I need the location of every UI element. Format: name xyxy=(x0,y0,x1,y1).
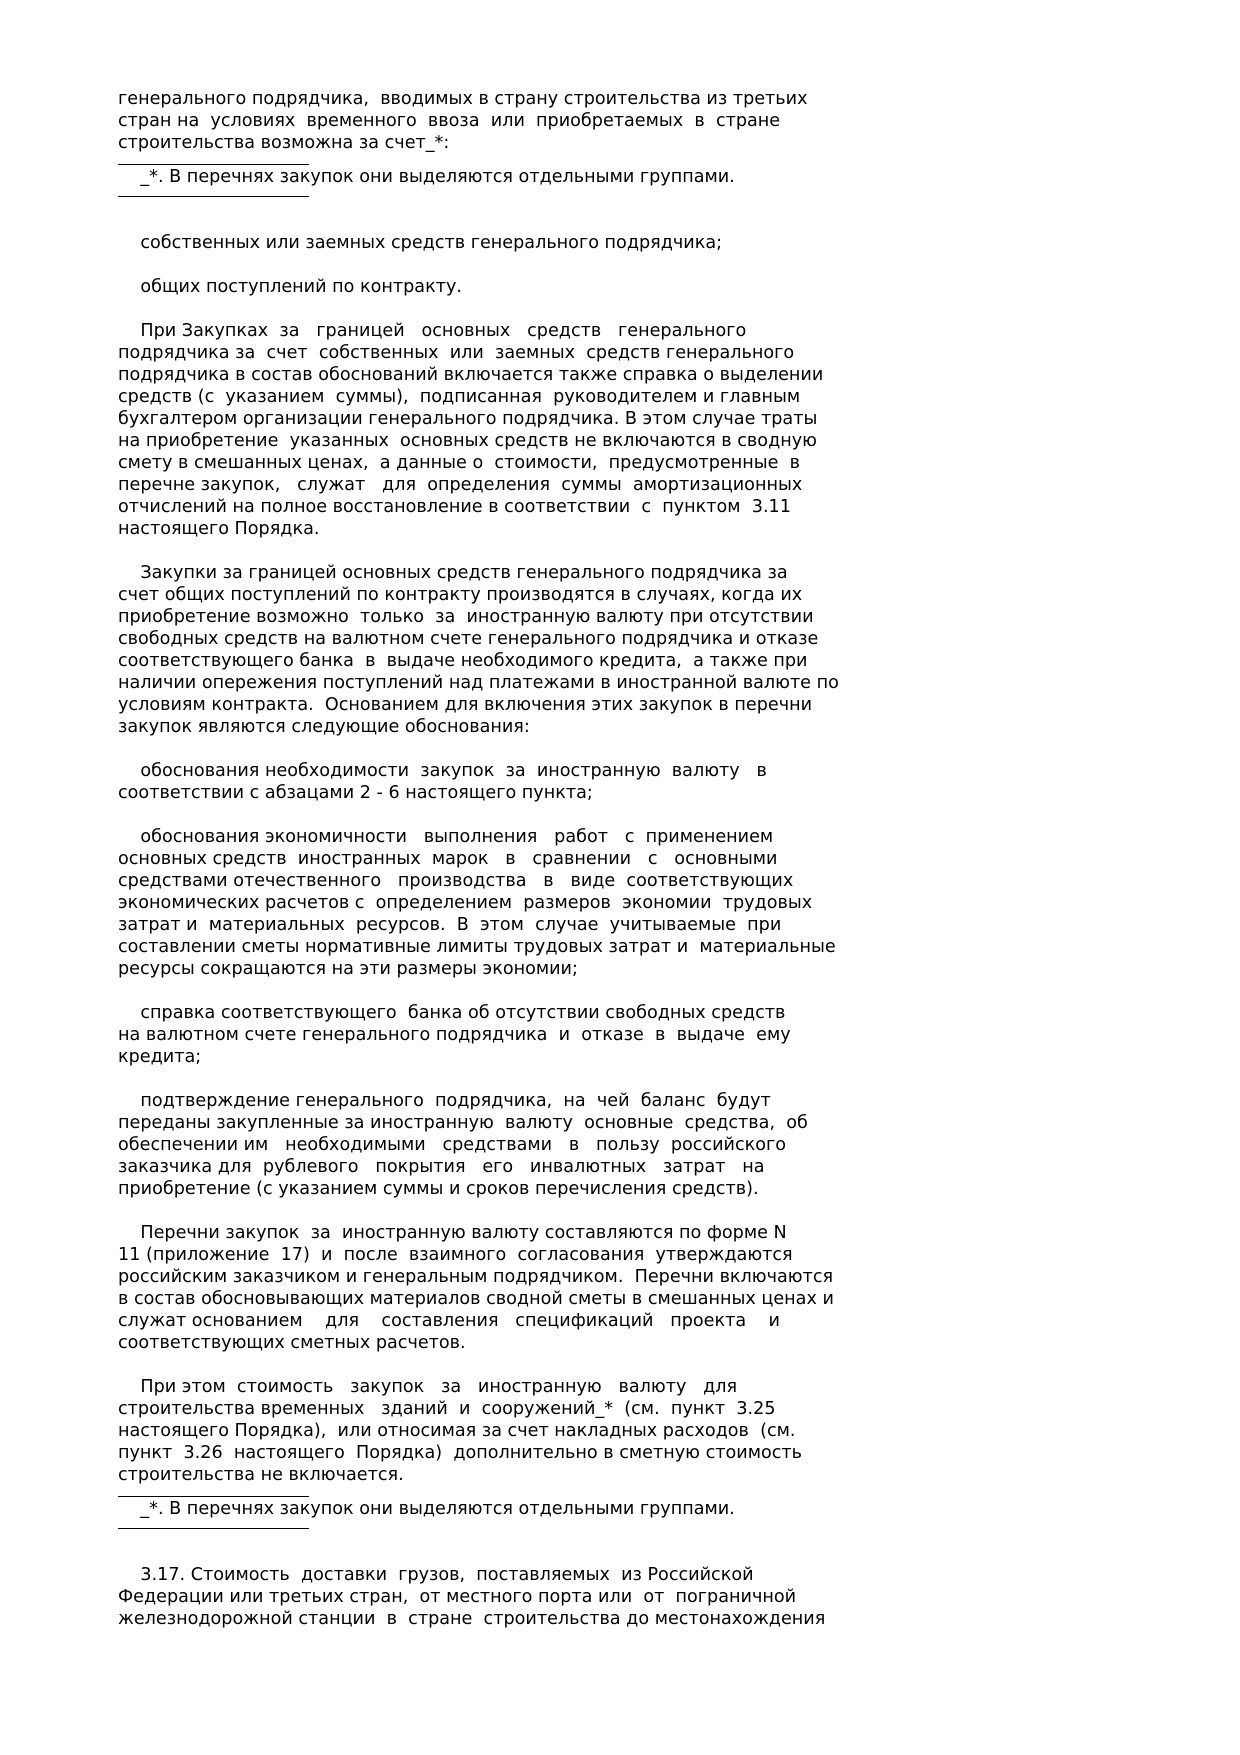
text-line: в состав обосновывающих материалов сводной сметы в смешанных ценах и xyxy=(118,1289,834,1309)
paragraph-section-3-17 xyxy=(118,1564,918,1630)
spacer xyxy=(118,298,918,320)
text-line: подрядчика в состав обоснований включается также справка о выделении xyxy=(118,365,824,385)
text-line: генерального подрядчика, вводимых в страну строительства из третьих xyxy=(118,89,808,109)
text-line: Федерации или третьих стран, от местного порта или от пограничной xyxy=(118,1587,797,1607)
text-line: условиям контракта. Основанием для включения этих закупок в перечни xyxy=(118,695,813,715)
text-line: подрядчика за счет собственных или заемных средств генерального xyxy=(118,343,795,363)
footnote-rule-bottom xyxy=(118,196,309,197)
text-line: Перечни закупок за иностранную валюту составляются по форме N xyxy=(118,1223,787,1243)
spacer xyxy=(118,804,918,826)
text-line: на валютном счете генерального подрядчика и отказе в выдаче ему xyxy=(118,1025,791,1045)
spacer xyxy=(118,1542,918,1564)
text-line: При этом стоимость закупок за иностранную валюту для xyxy=(118,1377,738,1397)
spacer xyxy=(118,540,918,562)
text-line: переданы закупленные за иностранную валюту основные средства, об xyxy=(118,1113,808,1133)
text-line: отчислений на полное восстановление в соответствии с пунктом 3.11 xyxy=(118,497,791,517)
text-line: стран на условиях временного ввоза или приобретаемых в стране xyxy=(118,111,781,131)
footnote-rule-top xyxy=(118,164,309,165)
paragraph-bank-certificate xyxy=(118,1002,918,1068)
text-line: кредита; xyxy=(118,1047,202,1067)
paragraph-temporary-buildings xyxy=(118,1376,918,1486)
text-line: подтверждение генерального подрядчика, на чей баланс будут xyxy=(118,1091,771,1111)
spacer xyxy=(118,1354,918,1376)
footnote-rule-bottom xyxy=(118,1528,309,1529)
paragraph-justification-necessity xyxy=(118,760,918,804)
text-line: соответствующих сметных расчетов. xyxy=(118,1333,466,1353)
text-line: служат основанием для составления спецификаций проекта и xyxy=(118,1311,780,1331)
text-line: наличии опережения поступлений над платежами в иностранной валюте по xyxy=(118,673,839,693)
text-line: приобретение (с указанием суммы и сроков перечисления средств). xyxy=(118,1179,759,1199)
text-line: смету в смешанных ценах, а данные о стоимости, предусмотренные в xyxy=(118,453,800,473)
document-page xyxy=(118,88,918,1630)
paragraph-abroad-general-receipts xyxy=(118,562,918,738)
paragraph-lists-form xyxy=(118,1222,918,1354)
text-line: свободных средств на валютном счете генерального подрядчика и отказе xyxy=(118,629,819,649)
text-line: обоснования необходимости закупок за иностранную валюту в xyxy=(118,761,767,781)
paragraph-intro xyxy=(118,88,918,154)
text-line: пункт 3.26 настоящего Порядка) дополнительно в сметную стоимость xyxy=(118,1443,803,1463)
text-line: экономических расчетов с определением размеров экономии трудовых xyxy=(118,893,813,913)
spacer xyxy=(118,254,918,276)
text-line: на приобретение указанных основных средств не включаются в сводную xyxy=(118,431,817,451)
text-line: 3.17. Стоимость доставки грузов, поставляемых из Российской xyxy=(118,1565,754,1585)
text-line: 11 (приложение 17) и после взаимного согласования утверждаются xyxy=(118,1245,793,1265)
text-line: перечне закупок, служат для определения суммы амортизационных xyxy=(118,475,803,495)
text-line: средств (с указанием суммы), подписанная руководителем и главным xyxy=(118,387,801,407)
paragraph-abroad-own-funds xyxy=(118,320,918,540)
text-line: строительства не включается. xyxy=(118,1465,404,1485)
text-line: заказчика для рублевого покрытия его инвалютных затрат на xyxy=(118,1157,765,1177)
list-item-own-funds: собственных или заемных средств генерального подрядчика; xyxy=(118,233,723,253)
text-line: строительства временных зданий и сооружений_* (см. пункт 3.25 xyxy=(118,1399,776,1419)
text-line: затрат и материальных ресурсов. В этом случае учитываемые при xyxy=(118,915,782,935)
list-item-general-receipts: общих поступлений по контракту. xyxy=(118,277,462,297)
text-line: закупок являются следующие обоснования: xyxy=(118,717,530,737)
text-line: ресурсы сокращаются на эти размеры экономии; xyxy=(118,959,578,979)
footnote-text: _*. В перечнях закупок они выделяются отдельными группами. xyxy=(118,1499,735,1519)
text-line: счет общих поступлений по контракту производятся в случаях, когда их xyxy=(118,585,803,605)
text-line: обеспечении им необходимыми средствами в пользу российского xyxy=(118,1135,787,1155)
paragraph-confirmation xyxy=(118,1090,918,1200)
text-line: приобретение возможно только за иностранную валюту при отсутствии xyxy=(118,607,814,627)
text-line: российским заказчиком и генеральным подрядчиком. Перечни включаются xyxy=(118,1267,834,1287)
text-line: обоснования экономичности выполнения работ с применением xyxy=(118,827,774,847)
text-line: При Закупках за границей основных средств генерального xyxy=(118,321,747,341)
text-line: железнодорожной станции в стране строительства до местонахождения xyxy=(118,1609,826,1629)
text-line: средствами отечественного производства в виде соответствующих xyxy=(118,871,794,891)
text-line: составлении сметы нормативные лимиты трудовых затрат и материальные xyxy=(118,937,836,957)
text-line: бухгалтером организации генерального подрядчика. В этом случае траты xyxy=(118,409,818,429)
text-line: Закупки за границей основных средств генерального подрядчика за xyxy=(118,563,788,583)
footnote-rule-top xyxy=(118,1496,309,1497)
text-line: соответствии с абзацами 2 - 6 настоящего пункта; xyxy=(118,783,593,803)
spacer xyxy=(118,1200,918,1222)
footnote-text: _*. В перечнях закупок они выделяются отдельными группами. xyxy=(118,167,735,187)
text-line: соответствующего банка в выдаче необходимого кредита, а также при xyxy=(118,651,808,671)
text-line: справка соответствующего банка об отсутствии свободных средств xyxy=(118,1003,786,1023)
text-line: настоящего Порядка. xyxy=(118,519,320,539)
text-line: настоящего Порядка), или относимая за счет накладных расходов (см. xyxy=(118,1421,796,1441)
spacer xyxy=(118,1068,918,1090)
text-line: строительства возможна за счет_*: xyxy=(118,133,450,153)
text-line: основных средств иностранных марок в сравнении с основными xyxy=(118,849,778,869)
paragraph-justification-economy xyxy=(118,826,918,980)
spacer xyxy=(118,210,918,232)
spacer xyxy=(118,980,918,1002)
spacer xyxy=(118,738,918,760)
